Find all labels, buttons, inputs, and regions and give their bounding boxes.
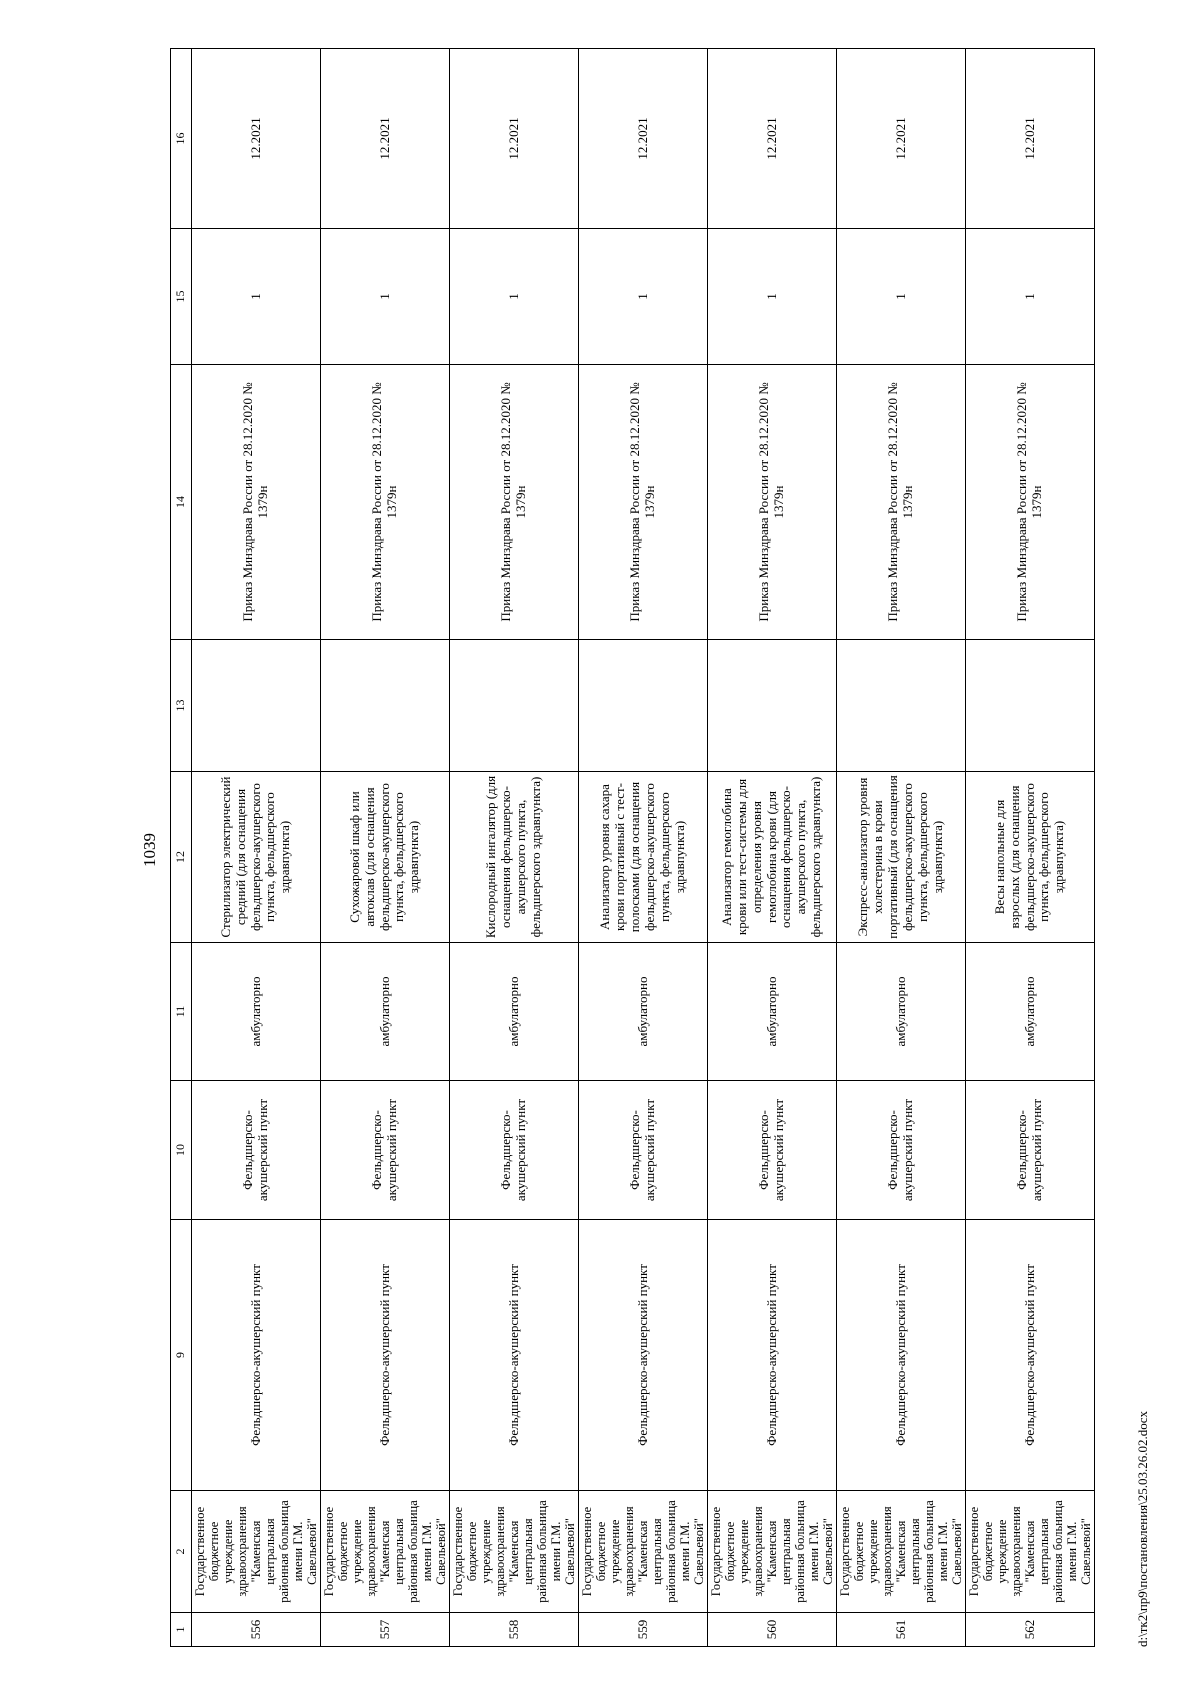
table-row bbox=[708, 49, 837, 1647]
order-reference-cell: Приказ Минздрава России от 28.12.2020 № 1379н bbox=[192, 365, 321, 640]
unit-type-cell: Фельдшерско-акушерский пункт bbox=[579, 1081, 708, 1220]
equipment-name-cell: Экспресс-анализатор уровня холестерина в крови портативный (для оснащения фельдшерско-акушерского пункта, фельдшерского здравпункта) bbox=[837, 772, 966, 943]
equipment-name-cell: Кислородный ингалятор (для оснащения фельдшерско-акушерского пункта, фельдшерского здравпункта) bbox=[450, 772, 579, 943]
column-number: 15 bbox=[171, 229, 192, 365]
unit-name-cell: Фельдшерско-акушерский пункт bbox=[579, 1220, 708, 1491]
order-reference-cell: Приказ Минздрава России от 28.12.2020 № 1379н bbox=[579, 365, 708, 640]
unit-type-cell: Фельдшерско-акушерский пункт bbox=[837, 1081, 966, 1220]
table-body bbox=[171, 49, 1095, 1647]
quantity-cell: 1 bbox=[837, 229, 966, 365]
column-13-cell bbox=[579, 640, 708, 772]
table-row bbox=[837, 49, 966, 1647]
column-number: 10 bbox=[171, 1081, 192, 1220]
organization-cell: Государственное бюджетное учреждение здравоохранения "Каменская центральная районная больница имени Г.М. Савельевой" bbox=[708, 1491, 837, 1613]
footer-file-path: d:\тк2\пр9\постановления\25.03.26.02.docx bbox=[1135, 1410, 1150, 1647]
column-number: 16 bbox=[171, 49, 192, 229]
row-number-cell: 560 bbox=[708, 1613, 837, 1647]
unit-type-cell: Фельдшерско-акушерский пункт bbox=[192, 1081, 321, 1220]
row-number-cell: 562 bbox=[966, 1613, 1095, 1647]
date-cell: 12.2021 bbox=[708, 49, 837, 229]
column-number: 12 bbox=[171, 772, 192, 943]
date-cell: 12.2021 bbox=[321, 49, 450, 229]
quantity-cell: 1 bbox=[966, 229, 1095, 365]
date-cell: 12.2021 bbox=[192, 49, 321, 229]
organization-cell: Государственное бюджетное учреждение здравоохранения "Каменская центральная районная больница имени Г.М. Савельевой" bbox=[321, 1491, 450, 1613]
page-number: 1039 bbox=[140, 833, 159, 867]
care-condition-cell: амбулаторно bbox=[579, 943, 708, 1081]
equipment-name-cell: Стерилизатор электрический средний (для оснащения фельдшерско-акушерского пункта, фельдшерского здравпункта) bbox=[192, 772, 321, 943]
unit-name-cell: Фельдшерско-акушерский пункт bbox=[192, 1220, 321, 1491]
equipment-name-cell: Анализатор гемоглобина крови или тест-системы для определения уровня гемоглобина крови (для оснащения фельдшерско-акушерского пункта, фельдшерского здравпункта) bbox=[708, 772, 837, 943]
unit-type-cell: Фельдшерско-акушерский пункт bbox=[450, 1081, 579, 1220]
organization-cell: Государственное бюджетное учреждение здравоохранения "Каменская центральная районная больница имени Г.М. Савельевой" bbox=[837, 1491, 966, 1613]
quantity-cell: 1 bbox=[192, 229, 321, 365]
quantity-cell: 1 bbox=[321, 229, 450, 365]
date-cell: 12.2021 bbox=[579, 49, 708, 229]
date-cell: 12.2021 bbox=[966, 49, 1095, 229]
column-number: 11 bbox=[171, 943, 192, 1081]
care-condition-cell: амбулаторно bbox=[321, 943, 450, 1081]
column-13-cell bbox=[966, 640, 1095, 772]
column-number-row bbox=[171, 49, 192, 1647]
row-number-cell: 557 bbox=[321, 1613, 450, 1647]
unit-name-cell: Фельдшерско-акушерский пункт bbox=[837, 1220, 966, 1491]
column-13-cell bbox=[192, 640, 321, 772]
care-condition-cell: амбулаторно bbox=[966, 943, 1095, 1081]
column-number: 9 bbox=[171, 1220, 192, 1491]
care-condition-cell: амбулаторно bbox=[708, 943, 837, 1081]
quantity-cell: 1 bbox=[708, 229, 837, 365]
unit-name-cell: Фельдшерско-акушерский пункт bbox=[321, 1220, 450, 1491]
organization-cell: Государственное бюджетное учреждение здравоохранения "Каменская центральная районная больница имени Г.М. Савельевой" bbox=[450, 1491, 579, 1613]
order-reference-cell: Приказ Минздрава России от 28.12.2020 № 1379н bbox=[321, 365, 450, 640]
equipment-table bbox=[170, 48, 1095, 1647]
column-number: 2 bbox=[171, 1491, 192, 1613]
unit-type-cell: Фельдшерско-акушерский пункт bbox=[321, 1081, 450, 1220]
organization-cell: Государственное бюджетное учреждение здравоохранения "Каменская центральная районная больница имени Г.М. Савельевой" bbox=[579, 1491, 708, 1613]
unit-type-cell: Фельдшерско-акушерский пункт bbox=[966, 1081, 1095, 1220]
quantity-cell: 1 bbox=[579, 229, 708, 365]
care-condition-cell: амбулаторно bbox=[192, 943, 321, 1081]
unit-type-cell: Фельдшерско-акушерский пункт bbox=[708, 1081, 837, 1220]
row-number-cell: 556 bbox=[192, 1613, 321, 1647]
equipment-name-cell: Анализатор уровня сахара крови портативный с тест-полосками (для оснащения фельдшерско-акушерского пункта, фельдшерского здравпункта) bbox=[579, 772, 708, 943]
unit-name-cell: Фельдшерско-акушерский пункт bbox=[966, 1220, 1095, 1491]
table-row bbox=[450, 49, 579, 1647]
column-13-cell bbox=[837, 640, 966, 772]
organization-cell: Государственное бюджетное учреждение здравоохранения "Каменская центральная районная больница имени Г.М. Савельевой" bbox=[192, 1491, 321, 1613]
order-reference-cell: Приказ Минздрава России от 28.12.2020 № 1379н bbox=[837, 365, 966, 640]
unit-name-cell: Фельдшерско-акушерский пункт bbox=[450, 1220, 579, 1491]
table-row bbox=[966, 49, 1095, 1647]
column-13-cell bbox=[321, 640, 450, 772]
column-13-cell bbox=[450, 640, 579, 772]
column-number: 13 bbox=[171, 640, 192, 772]
order-reference-cell: Приказ Минздрава России от 28.12.2020 № 1379н bbox=[708, 365, 837, 640]
row-number-cell: 558 bbox=[450, 1613, 579, 1647]
order-reference-cell: Приказ Минздрава России от 28.12.2020 № 1379н bbox=[450, 365, 579, 640]
quantity-cell: 1 bbox=[450, 229, 579, 365]
table-row bbox=[321, 49, 450, 1647]
row-number-cell: 559 bbox=[579, 1613, 708, 1647]
date-cell: 12.2021 bbox=[837, 49, 966, 229]
equipment-name-cell: Сухожаровой шкаф или автоклав (для оснащения фельдшерско-акушерского пункта, фельдшерского здравпункта) bbox=[321, 772, 450, 943]
order-reference-cell: Приказ Минздрава России от 28.12.2020 № 1379н bbox=[966, 365, 1095, 640]
column-number: 14 bbox=[171, 365, 192, 640]
column-13-cell bbox=[708, 640, 837, 772]
date-cell: 12.2021 bbox=[450, 49, 579, 229]
table-row bbox=[579, 49, 708, 1647]
row-number-cell: 561 bbox=[837, 1613, 966, 1647]
column-number: 1 bbox=[171, 1613, 192, 1647]
equipment-name-cell: Весы напольные для взрослых (для оснащения фельдшерско-акушерского пункта, фельдшерского здравпункта) bbox=[966, 772, 1095, 943]
organization-cell: Государственное бюджетное учреждение здравоохранения "Каменская центральная районная больница имени Г.М. Савельевой" bbox=[966, 1491, 1095, 1613]
unit-name-cell: Фельдшерско-акушерский пункт bbox=[708, 1220, 837, 1491]
care-condition-cell: амбулаторно bbox=[450, 943, 579, 1081]
table-row bbox=[192, 49, 321, 1647]
care-condition-cell: амбулаторно bbox=[837, 943, 966, 1081]
